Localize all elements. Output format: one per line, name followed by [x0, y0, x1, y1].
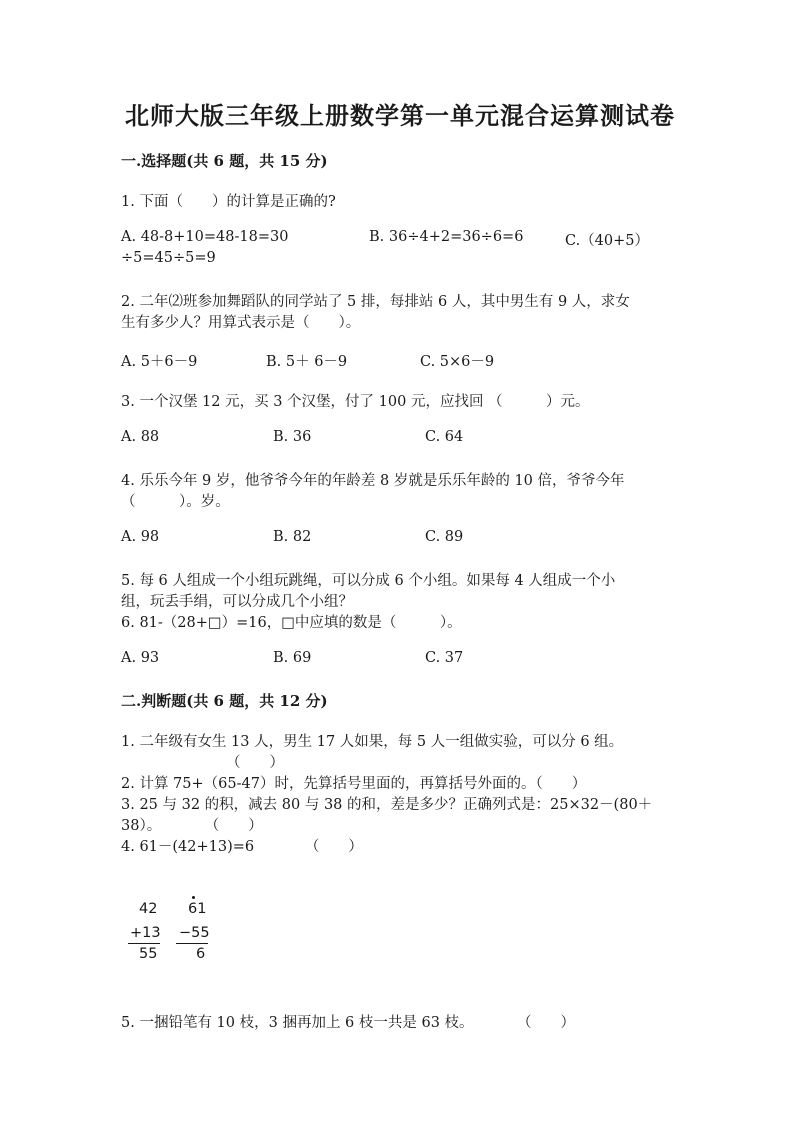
judgement-4: 4. 61－(42+13)=6 （ ） [121, 839, 363, 855]
q2-option-b: B. 5＋ 6－9 [266, 354, 348, 370]
question-4-line2: （ ）。岁。 [121, 494, 230, 510]
q4-option-c: C. 89 [425, 529, 464, 545]
judgement-3-line2: 38）。 （ ） [121, 818, 263, 834]
q3-option-c: C. 64 [425, 429, 464, 445]
q2-option-c: C. 5×6－9 [420, 354, 495, 370]
q3-option-a: A. 88 [121, 429, 160, 445]
q3-option-b: B. 36 [273, 429, 312, 445]
q4-option-a: A. 98 [121, 529, 160, 545]
q1-option-b: B. 36÷4+2=36÷6=6 [369, 229, 524, 245]
calc-left-line [128, 943, 160, 944]
q1-option-c: C.（40+5） [565, 233, 650, 249]
page-title: 北师大版三年级上册数学第一单元混合运算测试卷 [125, 101, 675, 130]
question-2-line1: 2. 二年⑵班参加舞蹈队的同学站了 5 排，每排站 6 人，其中男生有 9 人，求女 [121, 294, 630, 310]
calc-left-mid: +13 [130, 925, 161, 941]
judgement-2: 2. 计算 75+（65-47）时，先算括号里面的，再算括号外面的。（ ） [121, 776, 587, 792]
q4-option-b: B. 82 [273, 529, 312, 545]
calc-left-result: 55 [139, 946, 158, 962]
q1-option-a: A. 48-8+10=48-18=30 [121, 229, 289, 245]
calc-right-result: 6 [196, 946, 206, 962]
judgement-3-line1: 3. 25 与 32 的积，减去 80 与 38 的和，差是多少？正确列式是：25×32－(80＋ [121, 797, 653, 813]
calc-right-line [176, 943, 208, 944]
judgement-1-line2: （ ） [226, 755, 284, 771]
section-heading-choice: 一.选择题(共 6 题，共 15 分) [121, 152, 328, 170]
question-1: 1. 下面（ ）的计算是正确的? [121, 194, 336, 210]
borrow-dot [192, 896, 195, 899]
q2-option-a: A. 5＋6－9 [121, 354, 198, 370]
judgement-1-line1: 1. 二年级有女生 13 人，男生 17 人如果，每 5 人一组做实验，可以分 6 组。 [121, 734, 624, 750]
question-6: 6. 81-（28+□）=16，□中应填的数是（ ）。 [121, 615, 462, 631]
calc-right-mid: −55 [179, 925, 210, 941]
q6-option-a: A. 93 [121, 650, 160, 666]
q6-option-c: C. 37 [425, 650, 464, 666]
q6-option-b: B. 69 [273, 650, 312, 666]
calc-right-top: 61 [188, 901, 207, 917]
section-heading-judgement: 二.判断题(共 6 题，共 12 分) [121, 692, 328, 710]
question-2-line2: 生有多少人？用算式表示是（ ）。 [121, 315, 361, 331]
question-3: 3. 一个汉堡 12 元，买 3 个汉堡，付了 100 元，应找回 （ ）元。 [121, 394, 590, 410]
calc-left-top: 42 [139, 901, 158, 917]
judgement-5: 5. 一捆铅笔有 10 枝，3 捆再加上 6 枝一共是 63 枝。 （ ） [121, 1015, 576, 1031]
q1-option-c-cont: ÷5=45÷5=9 [121, 250, 216, 266]
question-5-line1: 5. 每 6 人组成一个小组玩跳绳，可以分成 6 个小组。如果每 4 人组成一个小 [121, 573, 616, 589]
question-5-line2: 组，玩丢手绢，可以分成几个小组？ [121, 594, 353, 610]
question-4-line1: 4. 乐乐今年 9 岁，他爷爷今年的年龄差 8 岁就是乐乐年龄的 10 倍，爷爷今年 [121, 473, 625, 489]
